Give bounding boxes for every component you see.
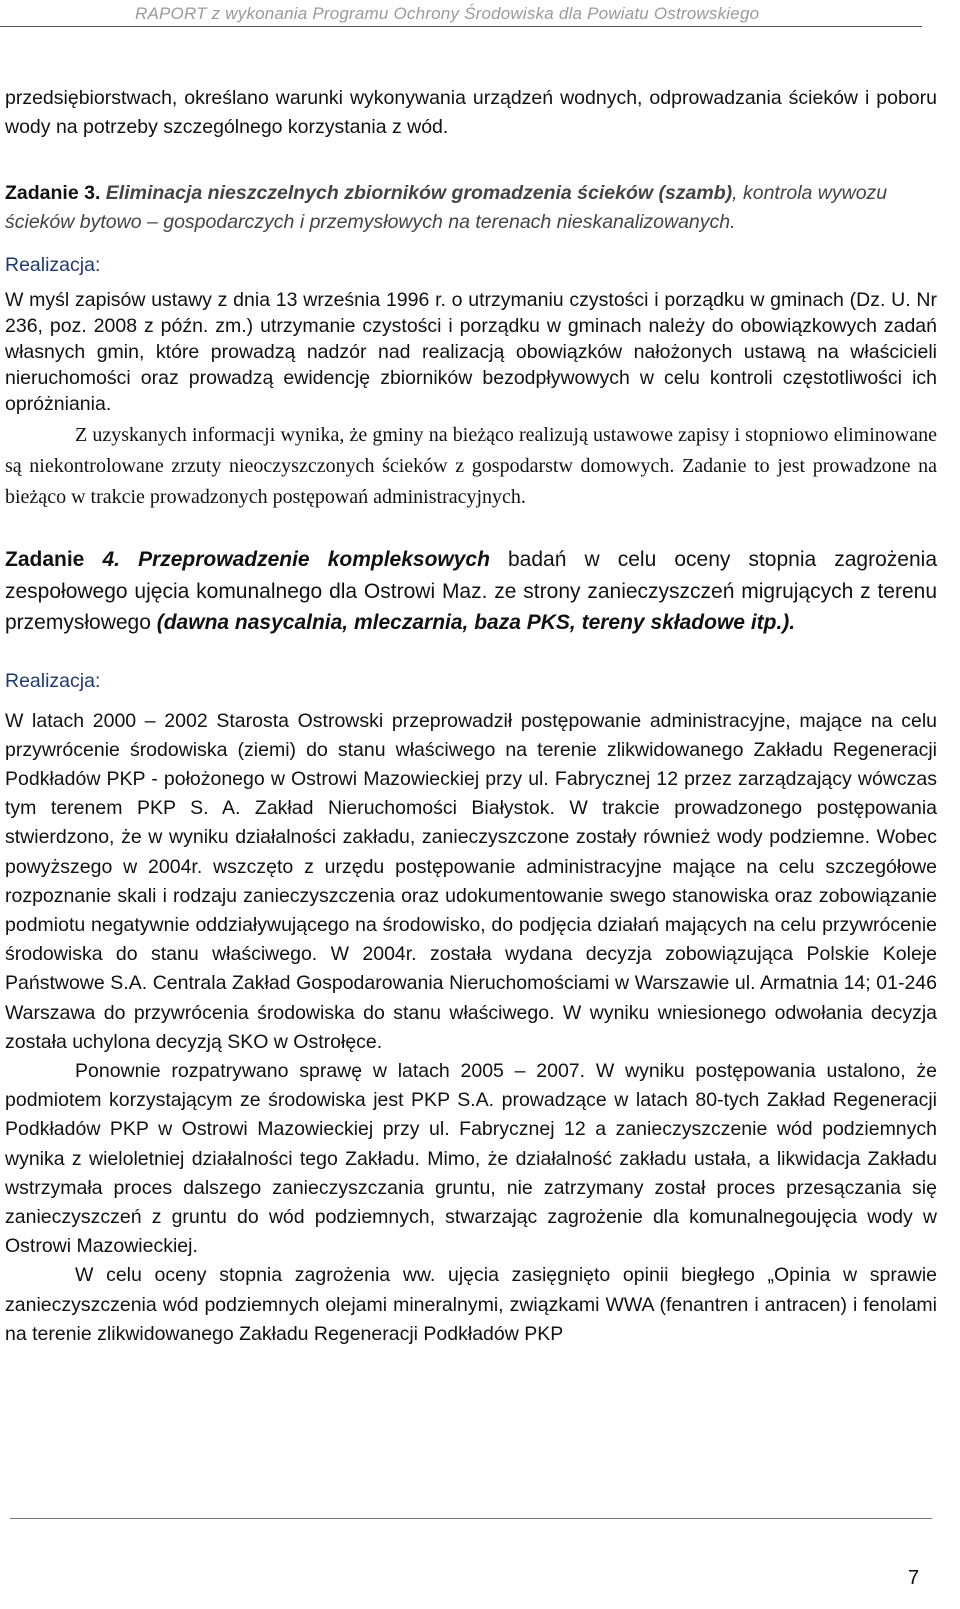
page-content	[5, 84, 937, 1349]
task-3-paragraph-b: Z uzyskanych informacji wynika, że gminy na bieżąco realizują ustawowe zapisy i stopniowo eliminowane są niekontrolowane zrzuty nieoczyszczonych ścieków z gospodarstw domowych. Zadanie to jest prowadzone na bieżąco w trakcie prowadzonych postępowań administracyjnych.	[5, 424, 937, 508]
page-number: 7	[908, 1567, 920, 1589]
task-4-title-bold-italic: Przeprowadzenie kompleksowych	[138, 548, 490, 571]
task-3-label: Zadanie 3.	[5, 182, 101, 204]
running-header: RAPORT z wykonania Programu Ochrony Środowiska dla Powiatu Ostrowskiego	[135, 4, 760, 23]
task-4-title-middle: badań w celu oceny stopnia zagrożenia zespołowego ujęcia komunalnego dla Ostrowi Maz. ze strony zanieczyszczeń migrujących z terenu przemysłowego	[5, 548, 937, 634]
task-3-title-rest: , kontrola wywozu ścieków bytowo – gospodarczych i przemysłowych na terenach nieskanalizowanych.	[5, 182, 888, 233]
task-3-paragraph-a	[5, 287, 937, 417]
task-4-paragraph-1: W latach 2000 – 2002 Starosta Ostrowski przeprowadził postępowanie administracyjne, mające na celu przywrócenie środowiska (ziemi) do stanu właściwego na terenie zlikwidowanego Zakładu Regeneracji Podkładów PKP - położonego w Ostrowi Mazowieckiej przy ul. Fabrycznej 12 przez zarządzający wówczas tym terenem PKP S. A. Zakład Nieruchomości Białystok. W trakcie prowadzonego postępowania stwierdzono, że w wyniku działalności zakładu, zanieczyszczone zostały również wody podziemne. Wobec powyższego w 2004r. wszczęto z urzędu postępowanie administracyjne mające na celu szczegółowe rozpoznanie skali i rodzaju zanieczyszczenia oraz udokumentowanie swego stanowiska oraz zobowiązanie podmiotu negatywnie oddziaływującego na środowisko, do podjęcia działań mających na celu przywrócenie środowiska do stanu właściwego. W 2004r. została wydana decyzja zobowiązująca Polskie Koleje Państwowe S.A. Centrala Zakład Gospodarowania Nieruchomościami w Warszawie ul. Armatnia 14; 01-246 Warszawa do przywrócenia środowiska do stanu właściwego. W wyniku wniesionego odwołania decyzja została uchylona decyzją SKO w Ostrołęce.	[5, 709, 937, 1053]
task-4-number: 4.	[102, 548, 120, 571]
header-rule	[0, 26, 922, 27]
task-3-paragraph-a-part1: W myśl zapisów ustawy z dnia 13 września 1996 r. o utrzymaniu czystości i porządku w gminach (Dz. U. Nr 236, poz. 2008 z późn. zm.)	[5, 289, 937, 337]
task-4-paragraph-3: W celu oceny stopnia zagrożenia ww. ujęcia zasięgnięto opinii biegłego „Opinia w sprawie zanieczyszczenia wód podziemnych olejami mineralnymi, związkami WWA (fenantren i antracen) i fenolami na terenie zlikwidowanego Zakładu Regeneracji Podkładów PKP	[5, 1264, 937, 1345]
paragraph-continuation: przedsiębiorstwach, określano warunki wykonywania urządzeń wodnych, odprowadzania ścieków i poboru wody na potrzeby szczególnego korzystania z wód.	[5, 87, 937, 138]
realizacja-heading-2: Realizacja:	[5, 669, 101, 692]
footer-rule	[10, 1518, 932, 1519]
task-3-paragraph-a-part2: utrzymanie czystości i porządku w gminach należy do obowiązkowych zadań własnych gmin, które prowadzą nadzór nad realizacją obowiązków nałożonych ustawą na właścicieli nieruchomości oraz prowadzą ewidencję zbiorników bezodpływowych w celu kontroli częstotliwości ich opróżniania.	[5, 315, 937, 415]
task-3-heading	[5, 179, 937, 236]
task-4-label: Zadanie	[5, 548, 85, 571]
task-4-title-end: (dawna nasycalnia, mleczarnia, baza PKS, tereny składowe itp.).	[156, 611, 796, 634]
task-4-paragraph-2: Ponownie rozpatrywano sprawę w latach 2005 – 2007. W wyniku postępowania ustalono, że podmiotem korzystającym ze środowiska jest PKP S.A. prowadzące w latach 80-tych Zakład Regeneracji Podkładów PKP w Ostrowi Mazowieckiej przy ul. Fabrycznej 12 a zanieczyszczenie wód podziemnych wynika z wieloletniej działalności tego Zakładu. Mimo, że działalność zakładu ustała, a likwidacja Zakładu wstrzymała proces dalszego zanieczyszczania gruntu, nie zatrzymany został proces przesączania się zanieczyszczeń z gruntu do wód podziemnych, stwarzając zagrożenie dla komunalnegoujęcia wody w Ostrowi Mazowieckiej.	[5, 1059, 937, 1258]
task-3-title-bold: Eliminacja nieszczelnych zbiorników gromadzenia ścieków (szamb)	[105, 182, 733, 204]
realizacja-heading-1: Realizacja:	[5, 254, 101, 276]
task-4-heading	[5, 544, 937, 639]
